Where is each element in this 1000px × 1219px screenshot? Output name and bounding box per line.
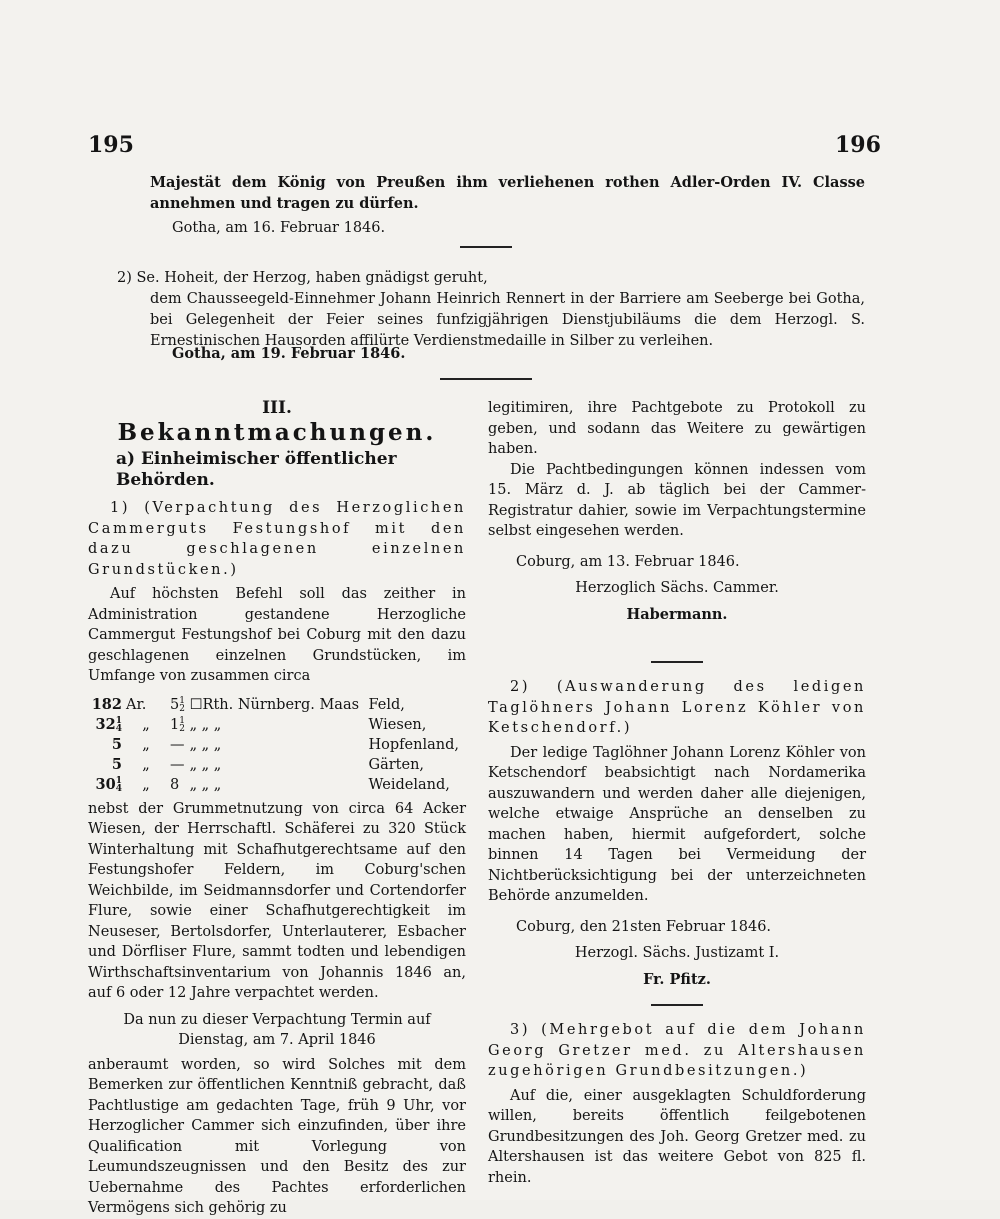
separator-rule [460, 246, 512, 248]
separator-rule-4 [651, 1004, 703, 1006]
separator-rule-2 [440, 378, 532, 380]
land-whole: 1 [170, 716, 180, 733]
left-column [88, 398, 466, 1219]
item1-body: nebst der Grummetnutzung von circa 64 Acker Wiesen, der Herrschaftl. Schäferei zu 320 Stück Winterhaltung mit Schafhutgerechtsame auf den Festungshofer Feldern, im Coburg'schen Weichbilde, im Seidmannsdorfer und Cortendorfer Flure, sowie einer Schafhutgerechtigkeit im Neuseser, Bertolsdorfer, Unterlauterer, Esbacher und Dörfliser Flure, sammt todten und lebendigen Wirthschaftsinventarium von Johannis 1846 an, auf 6 oder 12 Jahre verpachtet werden. [88, 800, 466, 1001]
land-unit: „ [142, 736, 150, 753]
notice-2-body: dem Chausseegeld-Einnehmer Johann Heinrich Rennert in der Barriere am Seeberge bei Gotha, bei Gelegenheit der Feier seines funfzigjährigen Dienstjubiläums die dem Herzogl. S. Ernestinischen Hausorden affilürte Verdienstmedaille in Silber zu verleihen. [150, 291, 865, 349]
item1-signatory: Habermann. [626, 605, 728, 623]
land-type: Weideland, [368, 776, 450, 793]
section-roman: III. [262, 398, 292, 418]
item3-title: 3) (Mehrgebot auf die dem Johann Georg Gretzer med. zu Altershausen zugehörigen Grundbesitzungen.) [488, 1022, 866, 1079]
land-fraction [179, 717, 185, 733]
item2-authority: Herzogl. Sächs. Justizamt I. [574, 945, 780, 961]
right-column [488, 398, 866, 1188]
fraction-denominator: 4 [115, 723, 122, 734]
item1-body2: anberaumt worden, so wird Solches mit dem Bemerken zur öffentlichen Kenntniß gebracht, daß Pachtlustige am gedachten Tage, früh 9 Uhr, vor Herzoglicher Cammer sich einzufinden, über ihre Qualification mit Vorlegung von Leumundszeugnissen und den Besitz des zur Uebernahme des Pachtes erforderlichen Vermögens sich gehörig zu [88, 1056, 466, 1216]
item1-authority: Herzoglich Sächs. Cammer. [575, 580, 779, 596]
fraction-denominator: 2 [179, 723, 185, 734]
land-acres-fraction [116, 777, 122, 793]
section-subheading: a) Einheimischer öffentlicher Behörden. [116, 449, 397, 490]
land-whole: 5 [170, 696, 180, 713]
item1-title: 1) (Verpachtung des Herzoglichen Cammerguts Festungshof mit den dazu geschlagenen einzelnen Grundstücken.) [88, 500, 466, 578]
land-measure: ☐Rth. Nürnberg. Maas [189, 696, 360, 713]
fraction-denominator: 2 [179, 703, 185, 714]
land-row [88, 775, 466, 795]
item1-date: Coburg, am 13. Februar 1846. [516, 553, 740, 570]
land-row [88, 715, 466, 735]
item2-date: Coburg, den 21sten Februar 1846. [516, 918, 772, 935]
land-unit: „ [142, 716, 150, 733]
land-acres: 30 [95, 775, 116, 793]
land-row [88, 755, 466, 775]
land-acres: 5 [111, 735, 122, 753]
land-measure: „ „ „ [189, 756, 222, 773]
top-notice-text [150, 172, 865, 214]
land-unit: Ar. [126, 696, 147, 713]
item3-body: Auf die, einer ausgeklagten Schuldforderung willen, bereits öffentlich feilgebotenen Grundbesitzungen des Joh. Georg Gretzer med. zu Altershausen ist das weitere Gebot von 825 fl. rhein. [488, 1087, 866, 1186]
land-measure: „ „ „ [189, 776, 222, 793]
notice-2-date: Gotha, am 19. Februar 1846. [172, 345, 406, 362]
land-whole: — [170, 736, 185, 753]
land-type: Feld, [368, 696, 405, 713]
item1-conditions: Die Pachtbedingungen können indessen vom 15. März d. J. ab täglich bei der Cammer-Registratur dahier, sowie im Verpachtungstermine selbst eingesehen werden. [488, 461, 866, 539]
page-number-right: 196 [835, 132, 881, 158]
land-acres: 182 [91, 695, 122, 713]
land-row [88, 735, 466, 755]
top-notice-body: Majestät dem König von Preußen ihm verliehenen rothen Adler-Orden IV. Classe annehmen und tragen zu dürfen. [150, 174, 865, 212]
item1-continuation: legitimiren, ihre Pachtgebote zu Protokoll zu geben, und sodann das Weitere zu gewärtigen haben. [488, 400, 866, 457]
fraction-numerator: 1 [115, 775, 122, 786]
top-notice-date: Gotha, am 16. Februar 1846. [172, 220, 386, 236]
land-fraction [179, 697, 185, 713]
separator-rule-3 [651, 661, 703, 663]
item2-title: 2) (Auswanderung des ledigen Taglöhners Johann Lorenz Köhler von Ketschendorf.) [488, 679, 866, 736]
item2-body: Der ledige Taglöhner Johann Lorenz Köhler von Ketschendorf beabsichtigt nach Nordamerika auszuwandern und werden daher alle diejenigen, welche etwaige Ansprüche an denselben zu machen haben, hiermit aufgefordert, solche binnen 14 Tagen bei Vermeidung der Nichtberücksichtigung bei der unterzeichneten Behörde anzumelden. [488, 744, 866, 904]
page-number-left: 195 [88, 132, 134, 158]
land-acres-fraction [116, 717, 122, 733]
land-measure: „ „ „ [189, 736, 222, 753]
notice-2-line1: Se. Hoheit, der Herzog, haben gnädigst geruht, [136, 270, 488, 286]
land-measure: „ „ „ [189, 716, 222, 733]
notice-2-number: 2) [117, 270, 132, 286]
fraction-numerator: 1 [179, 695, 185, 706]
fraction-denominator: 4 [115, 783, 122, 794]
land-unit: „ [142, 776, 150, 793]
land-row [88, 695, 466, 715]
land-type: Gärten, [368, 756, 425, 773]
land-table [88, 695, 466, 795]
fraction-numerator: 1 [179, 715, 185, 726]
land-type: Hopfenland, [368, 736, 459, 753]
item1-intro: Auf höchsten Befehl soll das zeither in Administration gestandene Herzogliche Cammergut Festungshof bei Coburg mit den dazu geschlagenen einzelnen Grundstücken, im Umfange von zusammen circa [88, 586, 466, 684]
item1-termin-line2: Dienstag, am 7. April 1846 [178, 1032, 376, 1048]
land-type: Wiesen, [368, 716, 427, 733]
land-unit: „ [142, 756, 150, 773]
section-heading: Bekanntmachungen. [117, 418, 437, 446]
land-whole: 8 [170, 776, 180, 793]
land-acres: 5 [111, 755, 122, 773]
notice-2 [117, 268, 877, 289]
land-whole: — [170, 756, 185, 773]
item1-termin-line1: Da nun zu dieser Verpachtung Termin auf [123, 1011, 431, 1028]
fraction-numerator: 1 [115, 715, 122, 726]
item2-signatory: Fr. Pfitz. [643, 970, 711, 988]
land-acres: 32 [95, 715, 116, 733]
